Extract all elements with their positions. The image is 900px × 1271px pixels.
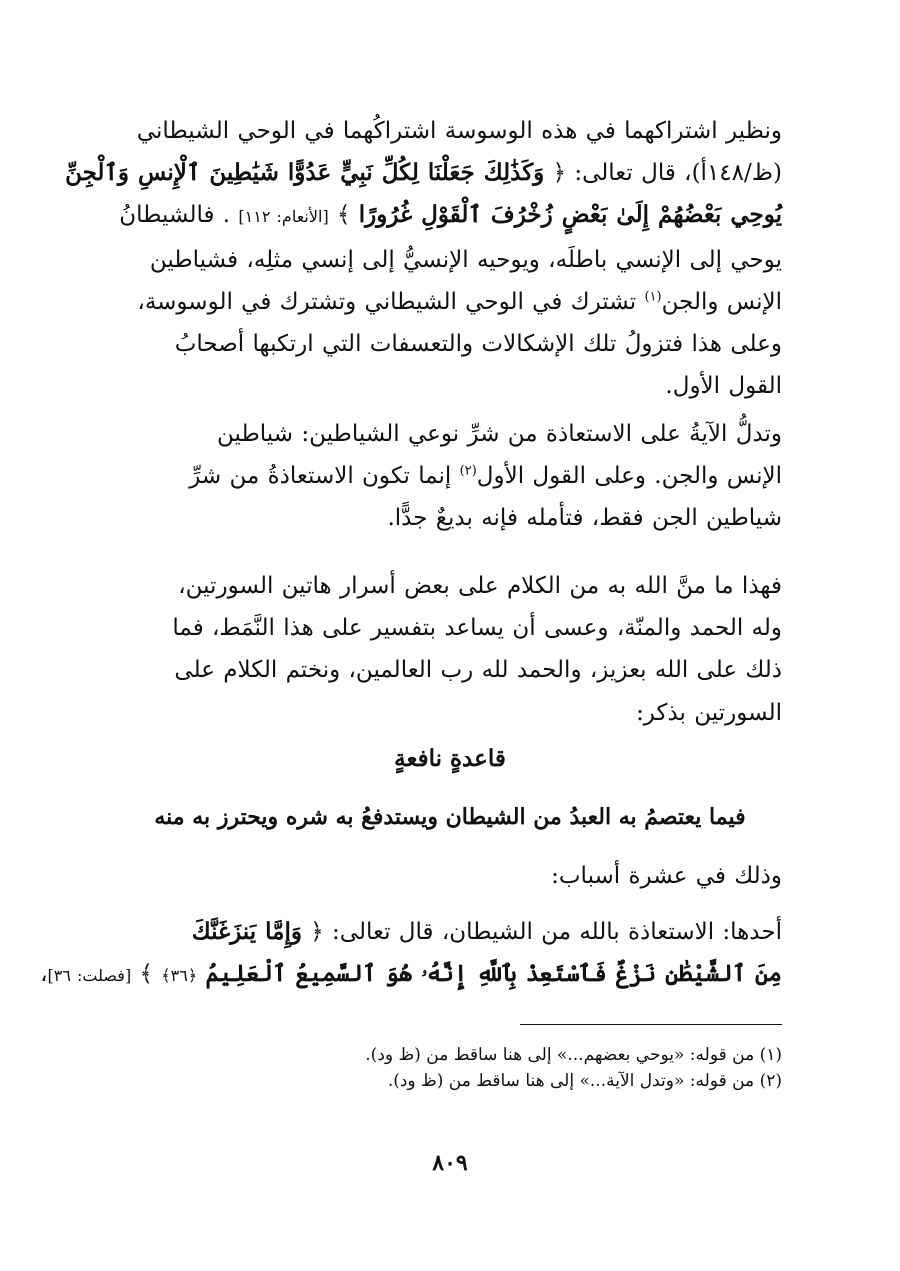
paragraph-line: ونظير اشتراكهما في هذه الوسوسة اشتراكُهما في الوحي الشيطاني [136, 118, 782, 144]
quran-verse-text: وَإِمَّا يَنزَغَنَّكَ [191, 918, 302, 945]
footnote-ref-1: (١) [644, 289, 662, 305]
paragraph-line-with-quran-citation [40, 953, 782, 997]
quran-close-ornament: ﴾ [337, 202, 351, 229]
paragraph-line: يوحي إلى الإنسي باطلَه، ويوحيه الإنسيُّ إلى إنسي مثلِه، فشياطين [149, 246, 782, 273]
paragraph-whispering-revelation [65, 110, 782, 407]
paragraph-line-with-quran [118, 911, 782, 953]
paragraph-text: تشترك في الوحي الشيطاني وتشترك في الوسوسة، [137, 288, 645, 315]
paragraph-line: ذلك على الله بعزيز، والحمد لله رب العالمين، ونختم الكلام على [174, 657, 782, 684]
paragraph-line: وله الحمد والمنّة، وعسى أن يساعد بتفسير على هذا النَّمَط، فما [172, 615, 782, 642]
footnote-ref-2: (٢) [459, 463, 477, 479]
quran-verse-text: وَكَذَٰلِكَ جَعَلْنَا لِكُلِّ نَبِيٍّ عَدُوًّا شَيَٰطِينَ ٱلْإِنسِ وَٱلْجِنِّ [65, 159, 545, 187]
paragraph-line: القول الأول. [665, 373, 782, 400]
paragraph-line-with-quran [65, 152, 782, 194]
quran-citation: [فصلت: ٣٦] [47, 966, 132, 986]
footnote-separator [520, 1024, 782, 1025]
quran-close-ornament: ﴾ [139, 961, 153, 988]
section-subheading: فيما يعتصمُ به العبدُ من الشيطان ويستدفعُ به شره ويحترز به منه [154, 804, 746, 830]
paragraph-text: ، [40, 961, 48, 988]
paragraph-line: وتدلُّ الآيةُ على الاستعاذة من شرِّ نوعي الشياطين: شياطين [217, 421, 782, 447]
quran-open-ornament: ﴿ [552, 160, 567, 187]
paragraph-line-with-quran-citation [118, 194, 782, 238]
paragraph-line-with-footnote-ref [118, 281, 782, 323]
footnote-item: (١) من قوله: «يوحي بعضهم...» إلى هنا ساقط من (ظ ود). [365, 1045, 782, 1065]
paragraph-line: فهذا ما منَّ الله به من الكلام على بعض أسرار هاتين السورتين، [178, 573, 782, 599]
paragraph-line-with-footnote-ref [118, 455, 782, 497]
paragraph-text: الإنس والجن [661, 288, 782, 315]
paragraph-line: شياطين الجن فقط، فتأمله فإنه بديعٌ جدًّا. [387, 505, 782, 532]
verse-number-marker: ﴿٣٦﴾ [161, 966, 198, 986]
quran-open-ornament: ﴿ [310, 919, 324, 945]
paragraph-seeking-refuge [118, 413, 782, 540]
quran-verse-text: يُوحِي بَعْضُهُمْ إِلَىٰ بَعْضٍ زُخْرُفَ ٱلْقَوْلِ غُرُورًا [358, 201, 782, 229]
quran-verse-text: مِنَ ٱلشَّيْطَٰنِ نَزْغٌ فَٱسْتَعِذْ بِٱللَّهِ إِنَّهُۥ هُوَ ٱلسَّمِيعُ ٱلْعَلِيمُ [205, 960, 782, 988]
section-heading: قاعدةٍ نافعةٍ [394, 745, 506, 772]
ten-causes-intro [118, 855, 782, 897]
paragraph-text: الإنس والجن. وعلى القول الأول [476, 463, 782, 490]
paragraph-closing-remarks [118, 565, 782, 734]
paragraph-line: وعلى هذا فتزولُ تلك الإشكالات والتعسفات التي ارتكبها أصحابُ [174, 331, 782, 358]
paragraph-text: أحدها: الاستعاذة بالله من الشيطان، قال تعالى: [323, 919, 782, 945]
footnotes [118, 1042, 782, 1094]
paragraph-line: وذلك في عشرة أسباب: [551, 863, 782, 889]
footnote-item: (٢) من قوله: «وتدل الآية...» إلى هنا ساقط من (ظ ود). [387, 1071, 782, 1091]
page-number: ٨٠٩ [432, 1150, 468, 1176]
paragraph-text: إنما تكون الاستعاذةُ من شرِّ [189, 463, 460, 490]
manuscript-reference: (ظ/١٤٨أ)، قال تعالى: [566, 160, 782, 187]
quran-citation: [الأنعام: ١١٢] [238, 207, 329, 227]
paragraph-line: السورتين بذكر: [636, 699, 782, 726]
paragraph-first-cause [40, 911, 782, 997]
paragraph-text: . فالشيطانُ [119, 202, 231, 229]
